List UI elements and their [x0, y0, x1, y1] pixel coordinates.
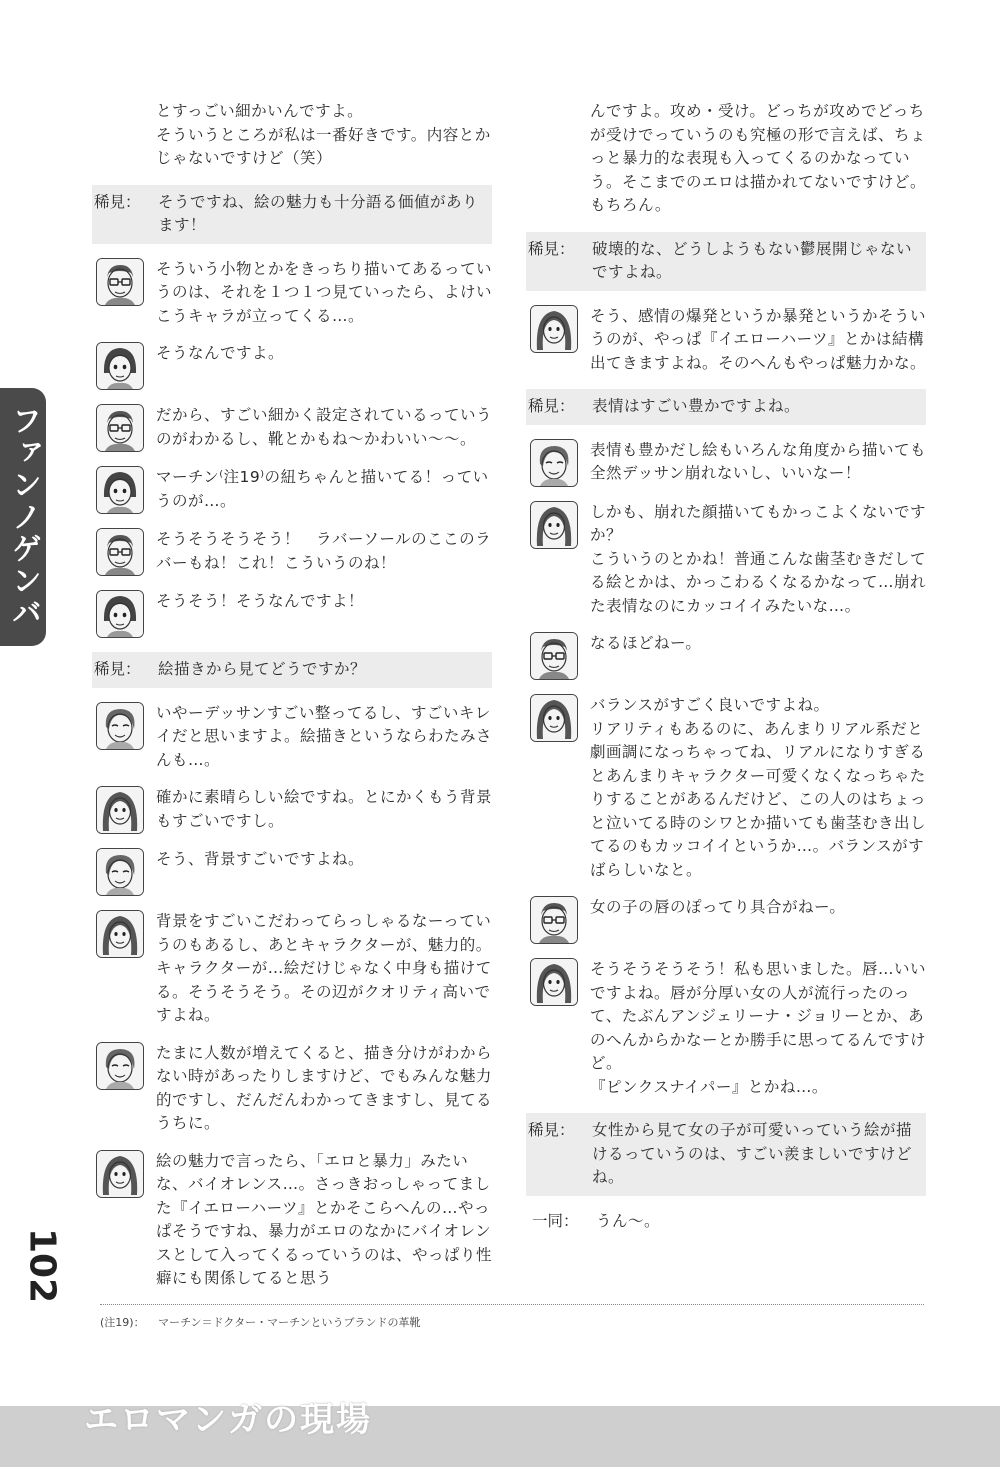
dialogue-text: いやーデッサンすごい整ってるし、すごいキレイだと思いますよ。絵描きというならわたみさんも…。 — [156, 703, 493, 769]
long-hair-avatar-icon — [96, 1150, 144, 1198]
footnote — [100, 1314, 421, 1330]
long-hair-avatar-icon — [530, 305, 578, 353]
dialogue-text: 表情はすごい豊かですよね。 — [592, 397, 801, 415]
dialogue-line — [92, 848, 492, 896]
dialogue-text: 確かに素晴らしい絵ですね。とにかくもう背景もすごいですし。 — [156, 788, 493, 830]
footnote-divider — [100, 1304, 924, 1305]
interviewer-line — [92, 652, 492, 688]
right-column — [526, 100, 926, 1247]
section-side-tab — [0, 388, 46, 646]
dialogue-line — [92, 702, 492, 773]
dialogue-text: そうですね、絵の魅力も十分語る価値があります！ — [158, 192, 479, 234]
interviewer-line — [92, 185, 492, 244]
dialogue-text: 表情も豊かだし絵もいろんな角度から描いても全然デッサン崩れないし、いいなー！ — [590, 440, 927, 482]
bob-hair-avatar-icon — [96, 466, 144, 514]
dialogue-text: 女性から見て女の子が可愛いっていう絵が描けるっていうのは、すごい羨ましいですけどね。 — [592, 1121, 913, 1186]
short-hair-avatar-icon — [530, 439, 578, 487]
dialogue-line — [92, 100, 492, 171]
short-hair-avatar-icon — [96, 702, 144, 750]
dialogue-text: なるほどねー。 — [590, 634, 702, 652]
long-hair-avatar-icon — [96, 786, 144, 834]
speaker-label: 稀見： — [528, 397, 575, 415]
dialogue-line — [92, 258, 492, 329]
dialogue-line — [92, 404, 492, 452]
dialogue-text: たまに人数が増えてくると、描き分けがわからない時があったりしますけど、でもみんな魅力的ですし、だんだんわかってきますし、見てるうちに。 — [156, 1043, 493, 1132]
dialogue-text: マーチン⁽注19⁾の紐ちゃんと描いてる！っていうのが…。 — [156, 468, 489, 510]
dialogue-line — [526, 694, 926, 882]
bob-hair-avatar-icon — [96, 590, 144, 638]
speaker-label: 稀見： — [528, 1121, 575, 1139]
dialogue-line — [92, 466, 492, 514]
interviewer-line — [526, 1113, 926, 1196]
dialogue-line — [526, 632, 926, 680]
dialogue-text: そうそうそうそう！私も思いました。唇…いいですよね。唇が分厚い女の人が流行ったのって、たぶんアンジェリーナ・ジョリーとか、あのへんからかなーとか勝手に思ってるんですけど。 『ピンクスナイパー』とかね…。 — [590, 960, 927, 1096]
short-hair-avatar-icon — [96, 1042, 144, 1090]
dialogue-line — [92, 342, 492, 390]
dialogue-text: うん～。 — [596, 1211, 661, 1230]
dialogue-line — [92, 590, 492, 638]
man-glasses-avatar-icon — [96, 258, 144, 306]
dialogue-text: 絵描きから見てどうですか？ — [158, 660, 367, 678]
dialogue-text: バランスがすごく良いですよね。 リアリティもあるのに、あんまりリアル系だと劇画調になっちゃってね、リアルになりすぎるとあんまりキャラクター可愛くなくなっちゃたりすることがあるんだけど、この人のはちょっと泣いてる時のシワとか描いても歯茎むき出してるのもカッコイイというか…。バランスがすばらしいなと。 — [590, 696, 927, 879]
dialogue-line — [526, 501, 926, 619]
interviewer-line — [526, 389, 926, 425]
footnote-label: (注19)： — [100, 1316, 145, 1329]
dialogue-line — [526, 896, 926, 944]
dialogue-text: しかも、崩れた顔描いてもかっこよくないですか？ こういうのとかね！普通こんな歯茎むきだしてる絵とかは、かっこわるくなるかなって…崩れた表情なのにカッコイイみたいな…。 — [590, 502, 927, 615]
speaker-label: 稀見： — [528, 239, 575, 258]
long-hair-avatar-icon — [96, 910, 144, 958]
dialogue-text: そう、感情の爆発というか暴発というかそういうのが、やっぱ『イエローハーツ』とかは結構出てきますよね。そのへんもやっぱ魅力かな。 — [590, 306, 927, 372]
dialogue-text: 絵の魅力で言ったら、「エロと暴力」みたいな、バイオレンス…。さっきおっしゃってました『イエローハーツ』とかそこらへんの…やっぱそうですね、暴力がエロのなかにバイオレンスとして入ってくるっていうのは、やっぱり性癖にも関係してると思う — [156, 1151, 493, 1287]
dialogue-text: んですよ。攻め・受け。どっちが攻めでどっちが受けでっていうのも究極の形で言えば、ちょっと暴力的な表現も入ってくるのかなっていう。そこまでのエロは描かれてないですけど。もちろん。 — [590, 102, 927, 214]
dialogue-line — [92, 910, 492, 1028]
long-hair-avatar-icon — [530, 958, 578, 1006]
dialogue-text: 女の子の唇のぽってり具合がねー。 — [590, 898, 846, 916]
footer-title: エロマンガの現場 — [84, 1400, 372, 1440]
dialogue-line — [526, 958, 926, 1099]
dialogue-line — [526, 439, 926, 487]
dialogue-text: そう、背景すごいですよね。 — [156, 850, 365, 868]
dialogue-line — [92, 786, 492, 834]
page-number-text: 102 — [21, 1228, 63, 1304]
man-glasses-avatar-icon — [530, 896, 578, 944]
dialogue-line — [92, 1042, 492, 1136]
dialogue-line — [526, 305, 926, 376]
dialogue-text: だから、すごい細かく設定されているっていうのがわかるし、靴とかもね～かわいい～～。 — [156, 406, 493, 448]
man-glasses-avatar-icon — [530, 632, 578, 680]
long-hair-avatar-icon — [530, 501, 578, 549]
speaker-label: 稀見： — [94, 660, 141, 678]
dialogue-text: そういう小物とかをきっちり描いてあるっていうのは、それを１つ１つ見ていったら、よけいこうキャラが立ってくる…。 — [156, 259, 493, 325]
footnote-text: マーチン＝ドクター・マーチンというブランドの革靴 — [158, 1316, 421, 1329]
man-glasses-avatar-icon — [96, 528, 144, 576]
speaker-label: 稀見： — [94, 192, 141, 211]
bob-hair-avatar-icon — [96, 342, 144, 390]
long-hair-avatar-icon — [530, 694, 578, 742]
man-glasses-avatar-icon — [96, 404, 144, 452]
section-side-tab-label: ファンノゲンバ — [6, 405, 41, 629]
dialogue-line — [92, 1150, 492, 1291]
dialogue-text: とすっごい細かいんですよ。 そういうところが私は一番好きです。内容とかじゃないですけど（笑） — [156, 102, 491, 167]
dialogue-line — [92, 528, 492, 576]
dialogue-text: そうそう！そうなんですよ！ — [156, 592, 365, 610]
dialogue-text: そうなんですよ。 — [156, 344, 285, 362]
page-number — [22, 1226, 62, 1306]
dialogue-line — [526, 100, 926, 218]
dialogue-text: 破壊的な、どうしようもない鬱展開じゃないですよね。 — [592, 239, 913, 281]
dialogue-text: 背景をすごいこだわってらっしゃるなーっていうのもあるし、あとキャラクターが、魅力的。キャラクターが…絵だけじゃなく中身も描けてる。そうそうそう。その辺がクオリティ高いですよね。 — [156, 912, 492, 1024]
speaker-label: 一同： — [532, 1211, 579, 1230]
dialogue-line — [526, 1210, 926, 1234]
dialogue-text: そうそうそうそう！ ラバーソールのここのラバーもね！これ！こういうのね！ — [156, 530, 492, 572]
interviewer-line — [526, 232, 926, 291]
short-hair-avatar-icon — [96, 848, 144, 896]
left-column — [92, 100, 492, 1305]
